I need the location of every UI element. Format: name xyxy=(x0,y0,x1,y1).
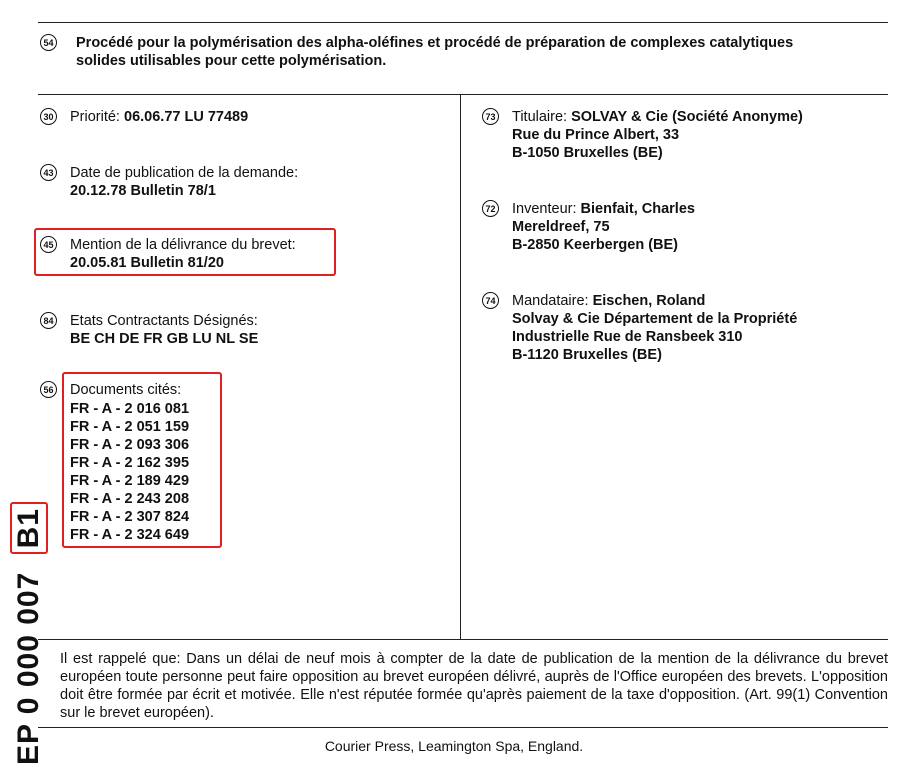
inid-code-45: 45 xyxy=(40,236,57,253)
inventor-label: Inventeur: xyxy=(512,201,577,217)
title-line-2: solides utilisables pour cette polymérisation. xyxy=(76,53,387,69)
document-item: FR - A - 2 016 081 xyxy=(70,401,190,417)
inventor-name: Bienfait, Charles xyxy=(580,201,695,217)
kind-code: B1 xyxy=(10,502,48,554)
document-item: FR - A - 2 307 824 xyxy=(70,509,190,525)
inid-code-72: 72 xyxy=(482,200,499,217)
document-item: FR - A - 2 093 306 xyxy=(70,437,190,453)
holder-label: Titulaire: xyxy=(512,109,568,125)
documents-list xyxy=(70,400,189,544)
inid-code-54: 54 xyxy=(40,34,57,51)
agent-city-line: B-1120 Bruxelles (BE) xyxy=(512,347,662,363)
agent-name: Eischen, Roland xyxy=(592,293,706,309)
inid-code-30: 30 xyxy=(40,108,57,125)
top-rule xyxy=(38,22,888,23)
inventor-address-line: Mereldreef, 75 xyxy=(512,219,610,235)
document-item: FR - A - 2 324 649 xyxy=(70,527,190,543)
documents-label: Documents cités: xyxy=(70,382,182,398)
document-item: FR - A - 2 051 159 xyxy=(70,419,190,435)
column-divider xyxy=(460,94,461,639)
notice-top-rule xyxy=(38,639,888,640)
agent-org-line: Solvay & Cie Département de la Propriété xyxy=(512,311,798,327)
document-item: FR - A - 2 189 429 xyxy=(70,473,190,489)
grant-label: Mention de la délivrance du brevet: xyxy=(70,237,296,253)
inventor-city-line: B-2850 Keerbergen (BE) xyxy=(512,237,678,253)
document-item: FR - A - 2 162 395 xyxy=(70,455,190,471)
notice-bottom-rule xyxy=(38,727,888,728)
priority-field xyxy=(70,108,248,126)
agent-label: Mandataire: xyxy=(512,293,589,309)
inid-code-43: 43 xyxy=(40,164,57,181)
inid-code-74: 74 xyxy=(482,292,499,309)
agent-field xyxy=(512,292,705,310)
agent-address-line: Industrielle Rue de Ransbeek 310 xyxy=(512,329,743,345)
states-value: BE CH DE FR GB LU NL SE xyxy=(70,331,259,347)
holder-name: SOLVAY & Cie (Société Anonyme) xyxy=(571,109,803,125)
holder-field xyxy=(512,108,803,126)
publication-number: EP 0 000 007 xyxy=(12,571,45,765)
title-line-1: Procédé pour la polymérisation des alpha-oléfines et procédé de préparation de complexes catalytiques xyxy=(76,35,794,51)
publication-value: 20.12.78 Bulletin 78/1 xyxy=(70,183,216,199)
publication-label: Date de publication de la demande: xyxy=(70,165,299,181)
inid-code-73: 73 xyxy=(482,108,499,125)
states-label: Etats Contractants Désignés: xyxy=(70,313,258,329)
publication-number-side-label xyxy=(10,502,48,765)
grant-value: 20.05.81 Bulletin 81/20 xyxy=(70,255,224,271)
holder-address-line: Rue du Prince Albert, 33 xyxy=(512,127,680,143)
priority-value: 06.06.77 LU 77489 xyxy=(124,109,249,125)
document-item: FR - A - 2 243 208 xyxy=(70,491,190,507)
title-rule xyxy=(38,94,888,95)
inventor-field xyxy=(512,200,695,218)
inid-code-56: 56 xyxy=(40,381,57,398)
holder-city-line: B-1050 Bruxelles (BE) xyxy=(512,145,663,161)
opposition-notice: Il est rappelé que: Dans un délai de neuf mois à compter de la date de publication de la mention de la délivrance du brevet européen toute personne peut faire opposition au brevet européen délivré, auprès de l'Office européen des brevets. L'opposition doit être formée par écrit et motivée. Elle n'est réputée formée qu'après paiement de la taxe d'opposition. (Art. 99(1) Convention sur le brevet européen). xyxy=(60,651,888,721)
printer-footer: Courier Press, Leamington Spa, England. xyxy=(324,738,584,754)
inid-code-84: 84 xyxy=(40,312,57,329)
priority-label: Priorité: xyxy=(70,109,120,125)
